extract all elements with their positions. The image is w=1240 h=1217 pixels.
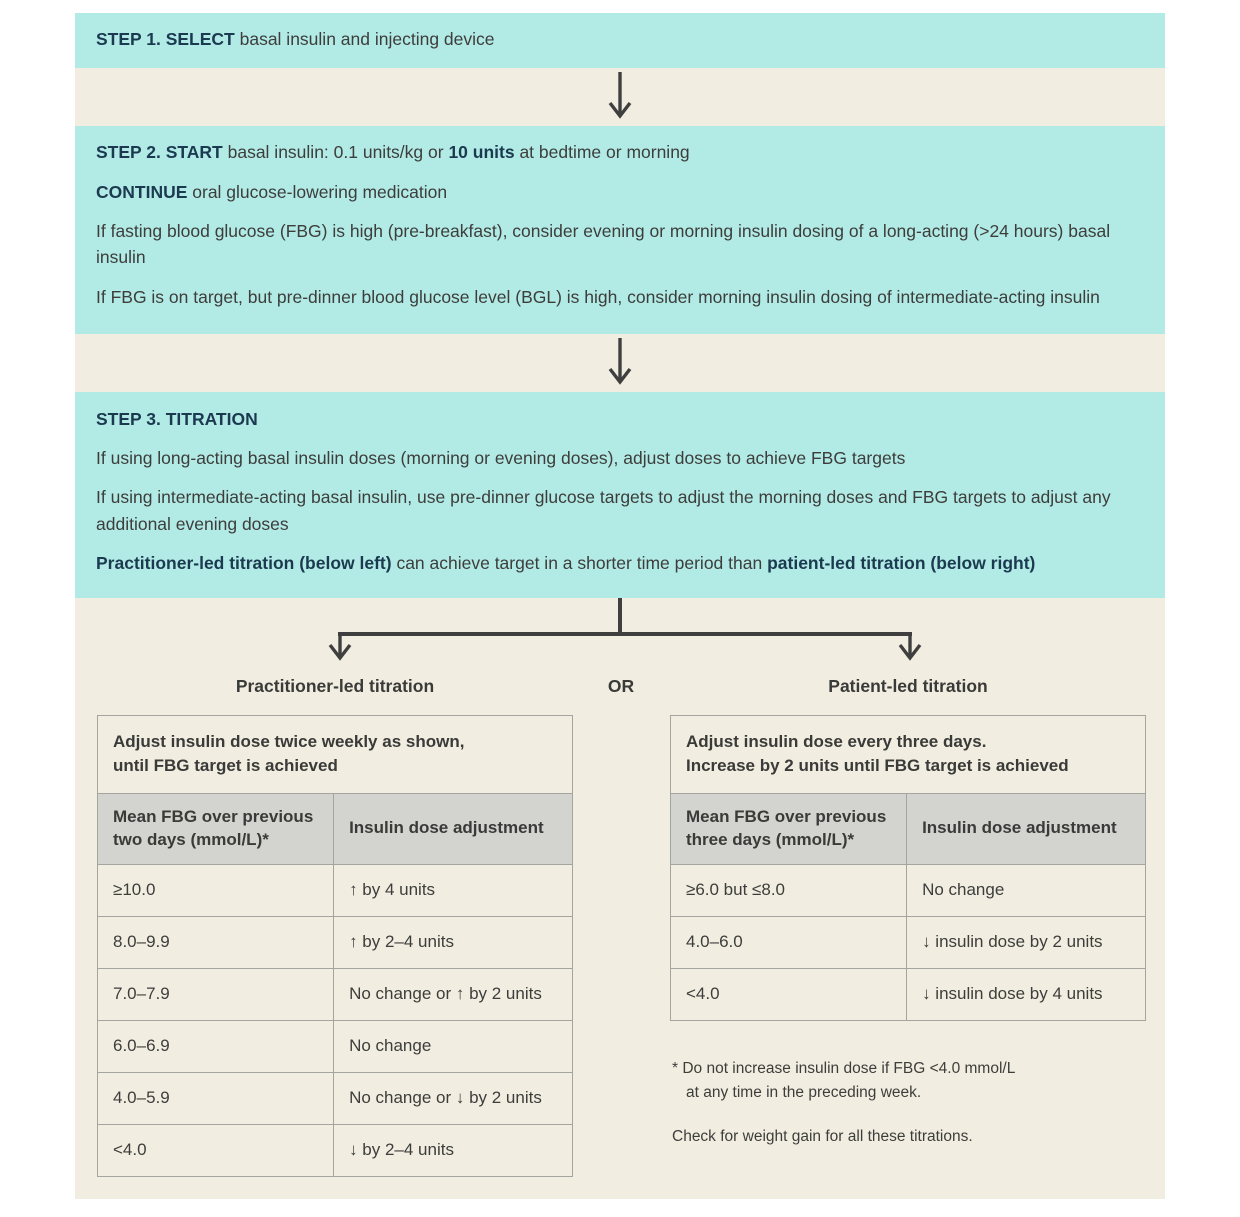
emphasized-text: 10 units <box>448 142 515 163</box>
patient-column <box>670 715 1146 1149</box>
text-segment: at bedtime or morning <box>514 142 690 163</box>
text-segment: If fasting blood glucose (FBG) is high (pre-breakfast), consider evening or morning insulin dosing of a long-acting (>24 hours) basal insulin <box>96 221 1111 268</box>
down-arrow-icon <box>603 336 637 390</box>
dose-adjustment-cell: No change <box>907 864 1146 916</box>
emphasized-text: Practitioner-led titration (below left) <box>96 552 392 573</box>
step2-title <box>96 140 1144 165</box>
dose-adjustment-cell: No change or ↑ by 2 units <box>334 968 573 1020</box>
practitioner-titration-table <box>97 715 573 1176</box>
dose-adjustment-cell: No change or ↓ by 2 units <box>334 1072 573 1124</box>
caption-line: Adjust insulin dose every three days. <box>686 732 987 752</box>
fbg-range-cell: 8.0–9.9 <box>98 916 334 968</box>
connector-gap-1 <box>75 68 1165 126</box>
table-row <box>98 916 573 968</box>
dose-adjustment-cell: ↑ by 2–4 units <box>334 916 573 968</box>
text-segment: can achieve target in a shorter time period than <box>391 552 768 573</box>
fbg-range-cell: <4.0 <box>98 1124 334 1176</box>
fbg-range-cell: ≥6.0 but ≤8.0 <box>671 864 907 916</box>
caption-line: Adjust insulin dose twice weekly as shown, <box>113 732 465 752</box>
table-row <box>671 968 1146 1020</box>
table-row <box>98 1020 573 1072</box>
titration-tables <box>75 715 1165 1176</box>
footnote-asterisk-line1: * Do not increase insulin dose if FBG <4.0 mmol/L <box>672 1059 1016 1077</box>
fbg-range-cell: 4.0–6.0 <box>671 916 907 968</box>
text-segment: If using long-acting basal insulin doses (morning or evening doses), adjust doses to achieve FBG targets <box>96 448 906 469</box>
fbg-range-cell: 7.0–7.9 <box>98 968 334 1020</box>
fbg-range-cell: <4.0 <box>671 968 907 1020</box>
text-segment: basal insulin and injecting device <box>234 29 495 49</box>
emphasized-text: patient-led titration (below right) <box>767 552 1036 573</box>
step2-box <box>75 126 1165 333</box>
caption-line: until FBG target is achieved <box>113 755 338 775</box>
table-row <box>98 1124 573 1176</box>
flowchart-panel <box>75 13 1165 1199</box>
patient-branch-label: Patient-led titration <box>828 676 988 697</box>
emphasized-text: STEP 1. SELECT <box>96 29 235 49</box>
dose-adjustment-cell: ↑ by 4 units <box>334 864 573 916</box>
branch-labels <box>75 672 1165 708</box>
table-row <box>98 968 573 1020</box>
column-header-mean-fbg: Mean FBG over previous two days (mmol/L)* <box>98 793 334 864</box>
dose-adjustment-cell: ↓ insulin dose by 4 units <box>907 968 1146 1020</box>
table-row <box>98 864 573 916</box>
emphasized-text: STEP 2. START <box>96 142 223 163</box>
footnote-asterisk-line2: at any time in the preceding week. <box>686 1083 922 1101</box>
table-row <box>98 1072 573 1124</box>
footnotes <box>670 1057 1146 1149</box>
step2-paragraph <box>96 218 1144 271</box>
text-segment: basal insulin: 0.1 units/kg or <box>222 142 449 163</box>
text-segment: If FBG is on target, but pre-dinner blood glucose level (BGL) is high, consider morning insulin dosing of intermediate-acting insulin <box>96 286 1100 307</box>
down-arrow-icon <box>603 70 637 124</box>
connector-gap-2 <box>75 334 1165 392</box>
branch-connector <box>75 598 1165 672</box>
step3-paragraph <box>96 550 1144 576</box>
fbg-range-cell: ≥10.0 <box>98 864 334 916</box>
practitioner-branch-label: Practitioner-led titration <box>235 676 435 697</box>
column-header-dose-adjustment: Insulin dose adjustment <box>907 793 1146 864</box>
table-row <box>671 916 1146 968</box>
step2-paragraph <box>96 179 1144 205</box>
emphasized-text: STEP 3. TITRATION <box>96 408 258 429</box>
fbg-range-cell: 6.0–6.9 <box>98 1020 334 1072</box>
patient-table-caption <box>671 716 1146 794</box>
text-segment: If using intermediate-acting basal insulin, use pre-dinner glucose targets to adjust the morning doses and FBG targets to adjust any additional evening doses <box>96 487 1111 534</box>
fbg-range-cell: 4.0–5.9 <box>98 1072 334 1124</box>
or-label: OR <box>607 676 635 697</box>
step1-title <box>96 27 1144 52</box>
step3-box <box>75 392 1165 598</box>
step1-box <box>75 13 1165 68</box>
patient-titration-table <box>670 715 1146 1020</box>
emphasized-text: CONTINUE <box>96 181 188 202</box>
step3-title <box>96 407 1144 432</box>
dose-adjustment-cell: ↓ insulin dose by 2 units <box>907 916 1146 968</box>
table-row <box>671 864 1146 916</box>
branch-split-arrows-icon <box>75 598 1165 672</box>
column-header-dose-adjustment: Insulin dose adjustment <box>334 793 573 864</box>
dose-adjustment-cell: ↓ by 2–4 units <box>334 1124 573 1176</box>
step3-paragraph <box>96 445 1144 471</box>
text-segment: oral glucose-lowering medication <box>187 181 448 202</box>
dose-adjustment-cell: No change <box>334 1020 573 1072</box>
practitioner-table-caption <box>98 716 573 794</box>
step2-paragraph <box>96 284 1144 310</box>
footnote-weight-gain: Check for weight gain for all these titrations. <box>672 1127 973 1145</box>
step3-paragraph <box>96 484 1144 537</box>
caption-line: Increase by 2 units until FBG target is achieved <box>686 755 1069 775</box>
column-header-mean-fbg: Mean FBG over previous three days (mmol/L)* <box>671 793 907 864</box>
